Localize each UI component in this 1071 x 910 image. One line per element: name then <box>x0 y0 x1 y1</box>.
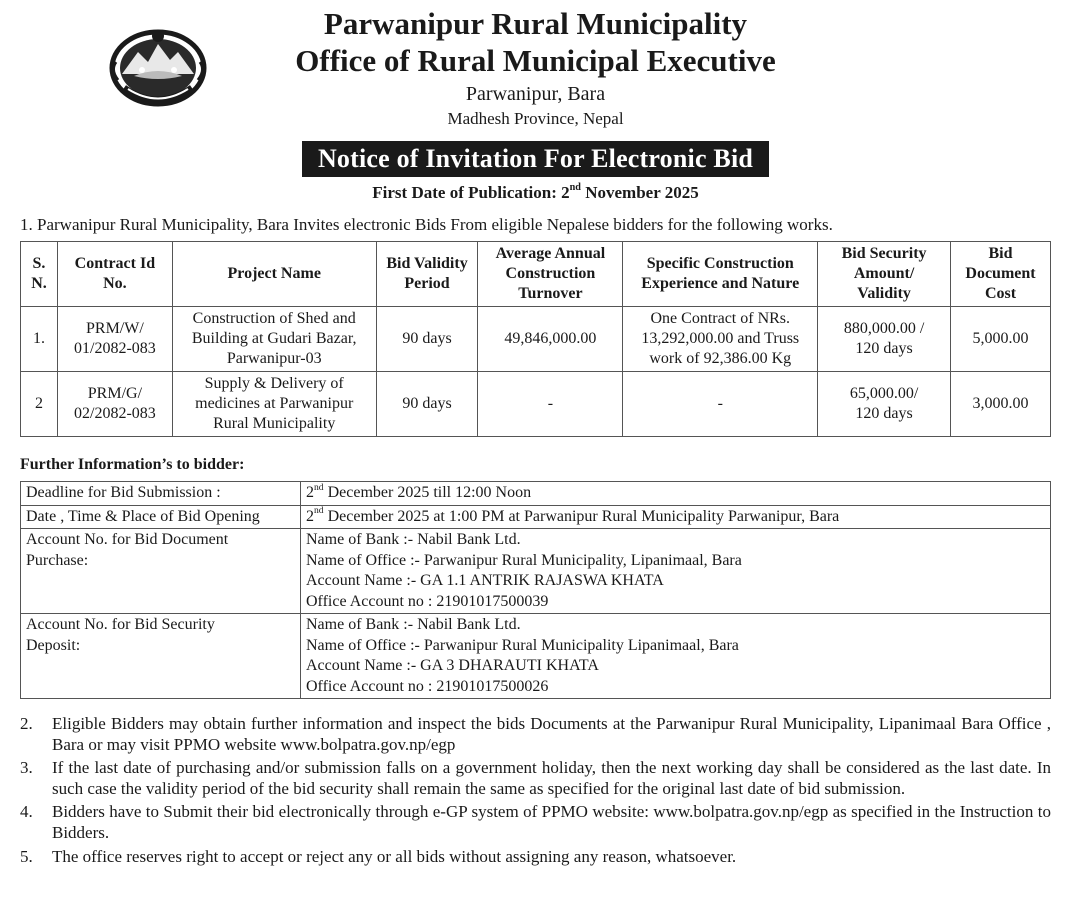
table-row <box>21 505 1051 529</box>
col-header-sn: S. N. <box>21 242 58 307</box>
cell-project-name: Supply & Delivery of medicines at Parwanipur Rural Municipality <box>172 372 376 437</box>
municipality-title: Parwanipur Rural Municipality <box>323 6 748 41</box>
table-row <box>21 614 1051 699</box>
cell-contract-id: PRM/G/ 02/2082-083 <box>57 372 172 437</box>
further-info-table <box>20 481 1051 699</box>
col-header-experience: Specific Construction Experience and Nature <box>623 242 818 307</box>
cell-turnover: 49,846,000.00 <box>478 307 623 372</box>
intro-paragraph: 1. Parwanipur Rural Municipality, Bara Invites electronic Bids From eligible Nepalese bidders for the following works. <box>20 215 833 234</box>
cell-doc-cost: 5,000.00 <box>951 307 1051 372</box>
further-info-heading: Further Information’s to bidder: <box>20 456 245 473</box>
deadline-value: 2nd December 2025 till 12:00 Noon <box>301 482 1051 506</box>
banner-wrap <box>0 141 1071 177</box>
col-header-bid-validity: Bid Validity Period <box>376 242 478 307</box>
cell-bid-security: 65,000.00/ 120 days <box>818 372 951 437</box>
cell-experience: One Contract of NRs. 13,292,000.00 and Truss work of 92,386.00 Kg <box>623 307 818 372</box>
cell-bid-security: 880,000.00 / 120 days <box>818 307 951 372</box>
notes-list <box>20 714 1051 870</box>
opening-value: 2nd December 2025 at 1:00 PM at Parwanipur Rural Municipality Parwanipur, Bara <box>301 505 1051 529</box>
list-item: 4. Bidders have to Submit their bid electronically through e-GP system of PPMO website: www.bolpatra.gov.np/egp as specified in the Instruction to Bidders. <box>20 802 1051 842</box>
list-item: 2. Eligible Bidders may obtain further information and inspect the bids Documents at the Parwanipur Rural Municipality, Lipanimaal Bara Office , Bara or may visit PPMO website www.bolpatra.gov.np/egp <box>20 714 1051 754</box>
list-item: 5. The office reserves right to accept or reject any or all bids without assigning any reason, whatsoever. <box>20 846 737 866</box>
cell-validity: 90 days <box>376 372 478 437</box>
office-title: Office of Rural Municipal Executive <box>295 43 776 78</box>
list-item: 3. If the last date of purchasing and/or submission falls on a government holiday, then the next working day shall be considered as the last date. In such case the validity period of the bid security shall remain the same as specified for the original last date of bid submission. <box>20 758 1051 798</box>
table-row <box>21 372 1051 437</box>
col-header-project-name: Project Name <box>172 242 376 307</box>
address-line-2: Madhesh Province, Nepal <box>447 109 624 128</box>
col-header-contract-id: Contract Id No. <box>57 242 172 307</box>
doc-account-label: Account No. for Bid Document Purchase: <box>21 529 301 614</box>
publication-date: First Date of Publication: 2nd November 2025 <box>372 182 699 202</box>
security-account-value: Name of Bank :- Nabil Bank Ltd. Name of Office :- Parwanipur Rural Municipality Lipanimaal, Bara Account Name :- GA 3 DHARAUTI KHATA Office Account no : 21901017500026 <box>301 614 1051 699</box>
doc-account-value: Name of Bank :- Nabil Bank Ltd. Name of Office :- Parwanipur Rural Municipality, Lipanimaal, Bara Account Name :- GA 1.1 ANTRIK RAJASWA KHATA Office Account no : 21901017500039 <box>301 529 1051 614</box>
cell-sn: 1. <box>21 307 58 372</box>
notice-banner: Notice of Invitation For Electronic Bid <box>302 141 769 177</box>
table-row <box>21 529 1051 614</box>
col-header-bid-security: Bid Security Amount/ Validity <box>818 242 951 307</box>
col-header-doc-cost: Bid Document Cost <box>951 242 1051 307</box>
cell-experience: - <box>623 372 818 437</box>
table-row <box>21 307 1051 372</box>
cell-doc-cost: 3,000.00 <box>951 372 1051 437</box>
table-row <box>21 482 1051 506</box>
bid-table <box>20 241 1051 437</box>
cell-sn: 2 <box>21 372 58 437</box>
cell-contract-id: PRM/W/ 01/2082-083 <box>57 307 172 372</box>
cell-validity: 90 days <box>376 307 478 372</box>
cell-project-name: Construction of Shed and Building at Gudari Bazar, Parwanipur-03 <box>172 307 376 372</box>
cell-turnover: - <box>478 372 623 437</box>
opening-label: Date , Time & Place of Bid Opening <box>21 505 301 529</box>
deadline-label: Deadline for Bid Submission : <box>21 482 301 506</box>
col-header-turnover: Average Annual Construction Turnover <box>478 242 623 307</box>
table-header-row <box>21 242 1051 307</box>
security-account-label: Account No. for Bid Security Deposit: <box>21 614 301 699</box>
address-line-1: Parwanipur, Bara <box>465 83 606 105</box>
